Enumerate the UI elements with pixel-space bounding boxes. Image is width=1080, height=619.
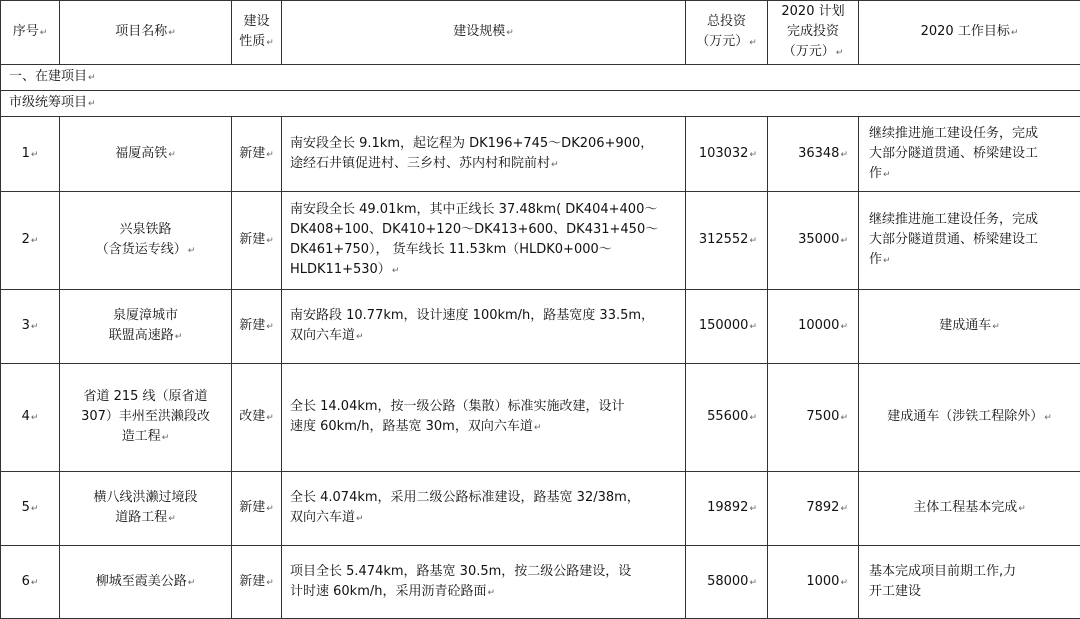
section-row-city [1,91,1080,117]
row-seq: 4 ↵ [1,364,60,472]
row-project-name: 柳城至霞美公路 ↵ [60,546,232,619]
row-plan-investment: 7892 ↵ [768,472,859,546]
row-scale: 南安段全长 49.01km，其中正线长 37.48km( DK404+400～ DK408+100、DK410+120～DK413+600、DK431+450～ DK461+750）， 货车线长 11.53km（HLDK0+000～ HLDK11+530） ↵ [282,192,686,290]
row-project-name: 泉厦漳城市 联盟高速路 ↵ [60,290,232,364]
row-goal: 建成通车（涉铁工程除外） ↵ [859,364,1080,472]
row-nature: 改建 ↵ [232,364,282,472]
row-nature: 新建 ↵ [232,546,282,619]
row-project-name: 横八线洪濑过境段 道路工程 ↵ [60,472,232,546]
row-nature: 新建 ↵ [232,192,282,290]
row-goal: 继续推进施工建设任务，完成 大部分隧道贯通、桥梁建设工 作 ↵ [859,192,1080,290]
row-project-name: 兴泉铁路 （含货运专线） ↵ [60,192,232,290]
header-total: 总投资 （万元） ↵ [686,1,768,65]
row-plan-investment: 35000 ↵ [768,192,859,290]
row-total-investment: 150000 ↵ [686,290,768,364]
row-total-investment: 103032 ↵ [686,117,768,192]
header-name: 项目名称 ↵ [60,1,232,65]
row-scale: 全长 14.04km，按一级公路（集散）标准实施改建，设计 速度 60km/h，路基宽 30m，双向六车道 ↵ [282,364,686,472]
row-total-investment: 312552 ↵ [686,192,768,290]
row-plan-investment: 7500 ↵ [768,364,859,472]
row-total-investment: 55600 ↵ [686,364,768,472]
table-row [1,364,1080,472]
table-row [1,290,1080,364]
row-total-investment: 19892 ↵ [686,472,768,546]
row-plan-investment: 1000 ↵ [768,546,859,619]
table-row [1,546,1080,619]
section-title-in-progress: 一、在建项目 ↵ [1,65,1080,91]
header-row [1,1,1080,65]
row-total-investment: 58000 ↵ [686,546,768,619]
table-row [1,192,1080,290]
row-project-name: 福厦高铁 ↵ [60,117,232,192]
header-seq: 序号 ↵ [1,1,60,65]
row-seq: 5 ↵ [1,472,60,546]
header-nature: 建设 性质 ↵ [232,1,282,65]
row-scale: 项目全长 5.474km，路基宽 30.5m，按二级公路建设，设 计时速 60km/h，采用沥青砼路面 ↵ [282,546,686,619]
row-goal: 主体工程基本完成 ↵ [859,472,1080,546]
header-goal: 2020 工作目标 ↵ [859,1,1080,65]
row-plan-investment: 36348 ↵ [768,117,859,192]
row-scale: 南安段全长 9.1km，起讫程为 DK196+745～DK206+900， 途经石井镇促进村、三乡村、苏内村和院前村 ↵ [282,117,686,192]
table-row [1,117,1080,192]
row-seq: 2 ↵ [1,192,60,290]
row-nature: 新建 ↵ [232,290,282,364]
row-scale: 南安路段 10.77km，设计速度 100km/h，路基宽度 33.5m， 双向六车道 ↵ [282,290,686,364]
row-seq: 1 ↵ [1,117,60,192]
row-plan-investment: 10000 ↵ [768,290,859,364]
row-goal: 基本完成项目前期工作,力 开工建设 [859,546,1080,619]
header-scale: 建设规模 ↵ [282,1,686,65]
row-goal: 继续推进施工建设任务，完成 大部分隧道贯通、桥梁建设工 作 ↵ [859,117,1080,192]
row-scale: 全长 4.074km，采用二级公路标准建设，路基宽 32/38m， 双向六车道 ↵ [282,472,686,546]
table-row [1,472,1080,546]
row-seq: 6 ↵ [1,546,60,619]
header-plan: 2020 计划 完成投资 （万元） ↵ [768,1,859,65]
row-seq: 3 ↵ [1,290,60,364]
row-goal: 建成通车 ↵ [859,290,1080,364]
section-row-in-progress [1,65,1080,91]
row-nature: 新建 ↵ [232,472,282,546]
row-project-name: 省道 215 线（原省道 307）丰州至洪濑段改 造工程 ↵ [60,364,232,472]
section-title-city: 市级统筹项目 ↵ [1,91,1080,117]
row-nature: 新建 ↵ [232,117,282,192]
